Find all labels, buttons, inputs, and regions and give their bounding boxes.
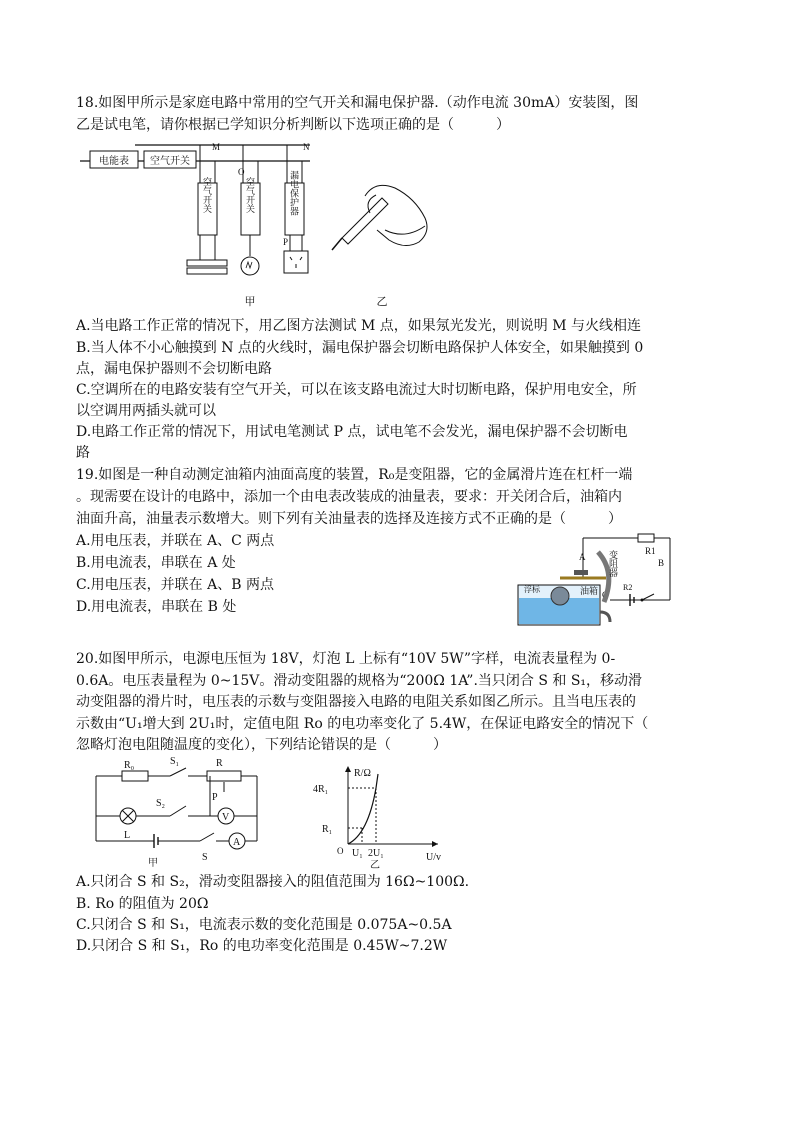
q18-option-c-line-2: 以空调用两插头就可以 <box>76 403 216 419</box>
s1-label: S₁ <box>170 756 180 767</box>
air-switch-label: 空气开关 <box>150 156 190 167</box>
point-p-label: P <box>283 237 289 247</box>
varistor-label: 变阻器 <box>608 550 618 577</box>
graph-y-label: R/Ω <box>354 768 371 779</box>
s2-label: S₂ <box>156 798 166 809</box>
q18-caption-jia: 甲 <box>244 296 256 308</box>
tick-4r1: 4R₁ <box>313 784 329 795</box>
q19-stem-line-3: 油面升高，油量表示数增大。则下列有关油量表的选择及连接方式不正确的是（ ） <box>76 511 622 527</box>
float-icon <box>551 587 569 605</box>
breaker-1-label: 空气开关 <box>202 177 212 213</box>
tick-u1: U₁ <box>352 848 363 859</box>
tick-2u1: 2U₁ <box>368 848 384 859</box>
point-c-label: C <box>602 590 609 600</box>
q19-option-c: C.用电压表，并联在 A、B 两点 <box>76 577 274 593</box>
q18-stem-line-2: 乙是试电笔，请你根据已学知识分析判断以下选项正确的是（ ） <box>76 117 510 133</box>
lamp-label: L <box>124 830 131 841</box>
q18-option-d-line-2: 路 <box>76 445 90 461</box>
point-a-label: A <box>579 552 586 562</box>
q20-stem-line-3: 动变阻器的滑片时，电压表的示数与变阻器接入电路的电阻关系如图乙所示。且当电压表的 <box>76 694 636 710</box>
r1-label: R1 <box>645 546 656 556</box>
r0-label: R₀ <box>124 760 135 771</box>
q20-caption-yi: 乙 <box>370 860 380 870</box>
q19-oil-tank-figure <box>510 530 690 630</box>
voltmeter-label: V <box>222 812 230 823</box>
resistance-curve <box>348 774 378 844</box>
graph-origin: O <box>337 846 344 856</box>
q18-option-c-line-1: C.空调所在的电路安装有空气开关，可以在该支路电流过大时切断电路，保护用电安全，所 <box>76 382 637 398</box>
q18-option-d-line-1: D.电路工作正常的情况下，用试电笔测试 P 点，试电笔不会发光，漏电保护器不会切断电 <box>76 424 628 440</box>
q19-stem-line-2: 。现需要在设计的电路中，添加一个由电表改装成的油量表，要求：开关闭合后，油箱内 <box>76 489 622 505</box>
q19-option-b: B.用电流表，串联在 A 处 <box>76 555 236 571</box>
graph-x-label: U/v <box>426 852 441 863</box>
q19-option-d: D.用电流表，串联在 B 处 <box>76 599 237 615</box>
point-m-label: M <box>212 142 221 152</box>
socket-icon <box>284 251 308 273</box>
q20-stem-line-1: 20.如图甲所示，电源电压恒为 18V，灯泡 L 上标有“10V 5W”字样，电流表量程为 0- <box>76 651 616 667</box>
float-label: 浮标 <box>524 585 540 594</box>
q18-stem-line-1: 18.如图甲所示是家庭电路中常用的空气开关和漏电保护器.（动作电流 30mA）安装图，图 <box>76 95 639 111</box>
q20-option-d: D.只闭合 S 和 S₁，Ro 的电功率变化范围是 0.45W~7.2W <box>76 938 448 954</box>
s-label: S <box>202 852 208 863</box>
q18-caption-yi: 乙 <box>376 296 388 308</box>
q20-stem-line-5: 忽略灯泡电阻随温度的变化），下列结论错误的是（ ） <box>76 737 447 753</box>
breaker-2-label: 空气开关 <box>245 177 255 213</box>
r2-label: R2 <box>623 583 633 592</box>
test-pen-hand-icon <box>332 185 427 250</box>
q20-circuit-figure <box>82 756 272 868</box>
q18-household-circuit-figure <box>80 138 440 308</box>
q19-option-a: A.用电压表，并联在 A、C 两点 <box>76 533 275 549</box>
q20-resistance-voltage-graph <box>308 762 458 870</box>
tick-r1: R₁ <box>322 824 333 835</box>
light-bulb-icon <box>241 257 259 275</box>
q20-stem-line-2: 0.6A。电压表量程为 0~15V。滑动变阻器的规格为“200Ω 1A”.当只闭合 S 和 S₁，移动滑 <box>76 673 643 689</box>
p-label: P <box>212 792 218 803</box>
q20-option-c: C.只闭合 S 和 S₁，电流表示数的变化范围是 0.075A~0.5A <box>76 917 452 933</box>
q20-option-a: A.只闭合 S 和 S₂，滑动变阻器接入的阻值范围为 16Ω~100Ω. <box>76 874 470 890</box>
q20-caption-jia: 甲 <box>148 858 158 868</box>
tank-label: 油箱 <box>580 586 599 596</box>
q18-option-b-line-1: B.当人体不小心触摸到 N 点的火线时，漏电保护器会切断电路保护人体安全，如果触摸到 0 <box>76 340 644 356</box>
r-label: R <box>216 758 223 769</box>
q18-option-a: A.当电路工作正常的情况下，用乙图方法测试 M 点，如果氖光发光，则说明 M 与火线相连 <box>76 318 642 334</box>
leak-protector-label: 漏电保护器 <box>289 170 299 216</box>
point-o-label: O <box>238 167 245 177</box>
point-n-label: N <box>303 142 310 152</box>
q19-stem-line-1: 19.如图是一种自动测定油箱内油面高度的装置，R₀是变阻器，它的金属滑片连在杠杆一端 <box>76 467 633 483</box>
q20-option-b: B. Ro 的阻值为 20Ω <box>76 896 209 912</box>
q18-option-b-line-2: 点，漏电保护器则不会切断电路 <box>76 361 272 377</box>
q20-stem-line-4: 示数由“U₁增大到 2U₁时，定值电阻 Ro 的电功率变化了 5.4W，在保证电路安全的情况下（ <box>76 716 649 732</box>
ammeter-label: A <box>233 837 241 848</box>
meter-label: 电能表 <box>99 156 129 167</box>
point-b-label: B <box>658 558 665 568</box>
